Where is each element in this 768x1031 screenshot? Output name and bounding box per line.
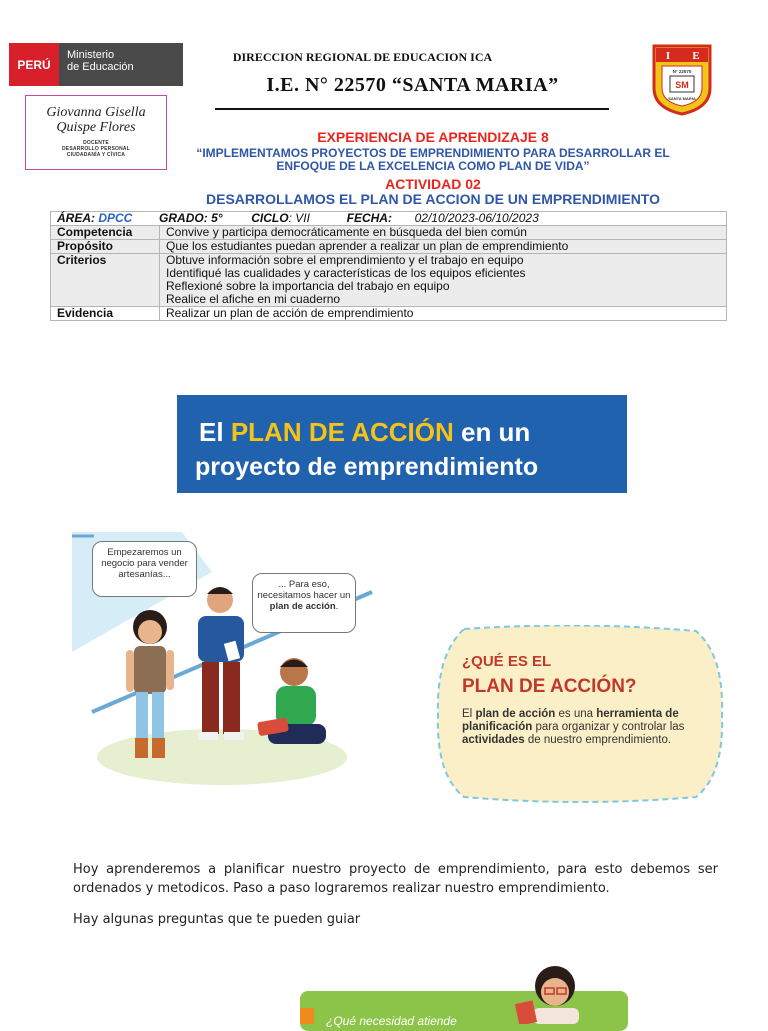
- experience-subtitle: [160, 147, 706, 173]
- crest-initials: SM: [675, 80, 689, 90]
- criterio-item: Identifiqué las cualidades y características de los equipos eficientes: [166, 266, 526, 280]
- plan-banner: [177, 395, 627, 493]
- definition-term: plan de acción: [475, 708, 556, 720]
- fecha-value: 02/10/2023-06/10/2023: [414, 211, 539, 225]
- row-label-evidencia: Evidencia: [51, 307, 160, 321]
- ministry-name-line2: de Educación: [67, 61, 134, 73]
- crest-label: SANTA MARIA: [668, 96, 696, 101]
- teacher-name-line2: Quispe Flores: [56, 120, 136, 135]
- crest-letter-i: I: [665, 50, 671, 62]
- row-label-proposito: Propósito: [51, 240, 160, 254]
- criterio-item: Obtuve información sobre el emprendimiento y el trabajo en equipo: [166, 253, 524, 267]
- definition-bold2: actividades: [462, 734, 525, 746]
- direction-title: DIRECCION REGIONAL DE EDUCACION ICA: [232, 50, 493, 64]
- banner-pre: El: [199, 417, 224, 447]
- criterio-item: Realice el afiche en mi cuaderno: [166, 292, 341, 306]
- experience-subtitle-line1: “IMPLEMENTAMOS PROYECTOS DE EMPRENDIMIENTO PARA DESARROLLAR EL: [196, 146, 670, 160]
- criterio-item: Reflexioné sobre la importancia del trabajo en equipo: [166, 279, 450, 293]
- crest-letter-e: E: [692, 50, 700, 62]
- speech-bubble-2: [252, 573, 356, 633]
- experience-subtitle-line2: ENFOQUE DE LA EXCELENCIA COMO PLAN DE VIDA”: [276, 159, 590, 173]
- header-divider: [215, 108, 609, 110]
- teacher-role: [26, 140, 166, 158]
- definition-body: [462, 708, 712, 747]
- definition-text1: es una: [558, 708, 594, 720]
- definition-text2: para organizar y controlar las: [535, 721, 685, 733]
- table-row: [51, 226, 727, 240]
- teacher-name: [26, 105, 166, 135]
- teacher-role-line1: DOCENTE: [83, 140, 109, 146]
- row-value-evidencia: Realizar un plan de acción de emprendimiento: [160, 307, 727, 321]
- definition-question-line1: ¿QUÉ ES EL: [462, 653, 552, 670]
- experience-title: EXPERIENCIA DE APRENDIZAJE 8: [317, 129, 549, 145]
- question-text: ¿Qué necesidad atiende: [326, 1014, 457, 1028]
- banner-highlight: PLAN DE ACCIÓN: [230, 417, 454, 447]
- grado-label: GRADO:: [159, 211, 208, 225]
- row-label-criterios: Criterios: [51, 254, 160, 307]
- table-row: [51, 240, 727, 254]
- definition-text3: de nuestro emprendimiento.: [527, 734, 672, 746]
- row-value-competencia: Convive y participa democráticamente en búsqueda del bien común: [160, 226, 727, 240]
- ciclo-label: CICLO: [251, 211, 289, 225]
- definition-intro: El: [462, 708, 473, 720]
- teacher-illustration-icon: [515, 962, 597, 1024]
- activity-title: ACTIVIDAD 02: [385, 176, 481, 192]
- banner-line1: [199, 417, 530, 448]
- bubble2-text: ... Para eso, necesitamos hacer un: [257, 579, 351, 601]
- table-row: [51, 307, 727, 321]
- table-row: [51, 254, 727, 307]
- info-table: [50, 211, 727, 321]
- ministry-logo: [9, 43, 183, 86]
- row-label-competencia: Competencia: [51, 226, 160, 240]
- ciclo-value: : VII: [288, 211, 310, 225]
- banner-line2: proyecto de emprendimiento: [195, 453, 539, 481]
- teacher-role-line2: DESARROLLO PERSONAL: [62, 146, 130, 152]
- teacher-name-line1: Giovanna Gisella: [46, 105, 146, 120]
- school-name: I.E. N° 22570 “SANTA MARIA”: [266, 74, 559, 96]
- peru-label: PERÚ: [9, 43, 59, 86]
- ministry-name: [59, 43, 183, 86]
- area-cell: [51, 212, 727, 226]
- definition-question-line2: PLAN DE ACCIÓN?: [462, 676, 637, 697]
- bubble2-bold: plan de acción: [269, 601, 336, 612]
- ministry-name-line1: Ministerio: [67, 49, 115, 61]
- definition-text: [462, 649, 712, 747]
- question-tab: [300, 1008, 314, 1024]
- grado-value: 5°: [211, 211, 223, 225]
- area-label: ÁREA:: [57, 211, 95, 225]
- banner-post: en un: [460, 417, 531, 447]
- speech-bubble-1: Empezaremos un negocio para vender artesanías...: [92, 541, 197, 597]
- bubble2-end: .: [335, 601, 339, 612]
- crest-shield-icon: [652, 44, 712, 116]
- row-value-criterios: [160, 254, 727, 307]
- crest-number: N° 22570: [672, 69, 692, 74]
- activity-subtitle: DESARROLLAMOS EL PLAN DE ACCION DE UN EMPRENDIMIENTO: [206, 191, 660, 207]
- definition-bold1: herramienta de planificación: [462, 708, 679, 733]
- area-value: DPCC: [98, 211, 133, 225]
- teacher-card: [25, 95, 167, 170]
- guide-paragraph: Hay algunas preguntas que te pueden guiar: [73, 912, 361, 927]
- fecha-label: FECHA:: [346, 211, 392, 225]
- row-value-proposito: Que los estudiantes puedan aprender a realizar un plan de emprendimiento: [160, 240, 727, 254]
- table-row-header: [51, 212, 727, 226]
- teacher-role-line3: CIUDADANÍA Y CÍVICA: [66, 152, 126, 158]
- intro-paragraph: Hoy aprenderemos a planificar nuestro proyecto de emprendimiento, para esto debemos ser ordenados y metodicos. Paso a paso lograremos realizar nuestro emprendimiento.: [73, 862, 718, 896]
- school-crest: [652, 44, 712, 116]
